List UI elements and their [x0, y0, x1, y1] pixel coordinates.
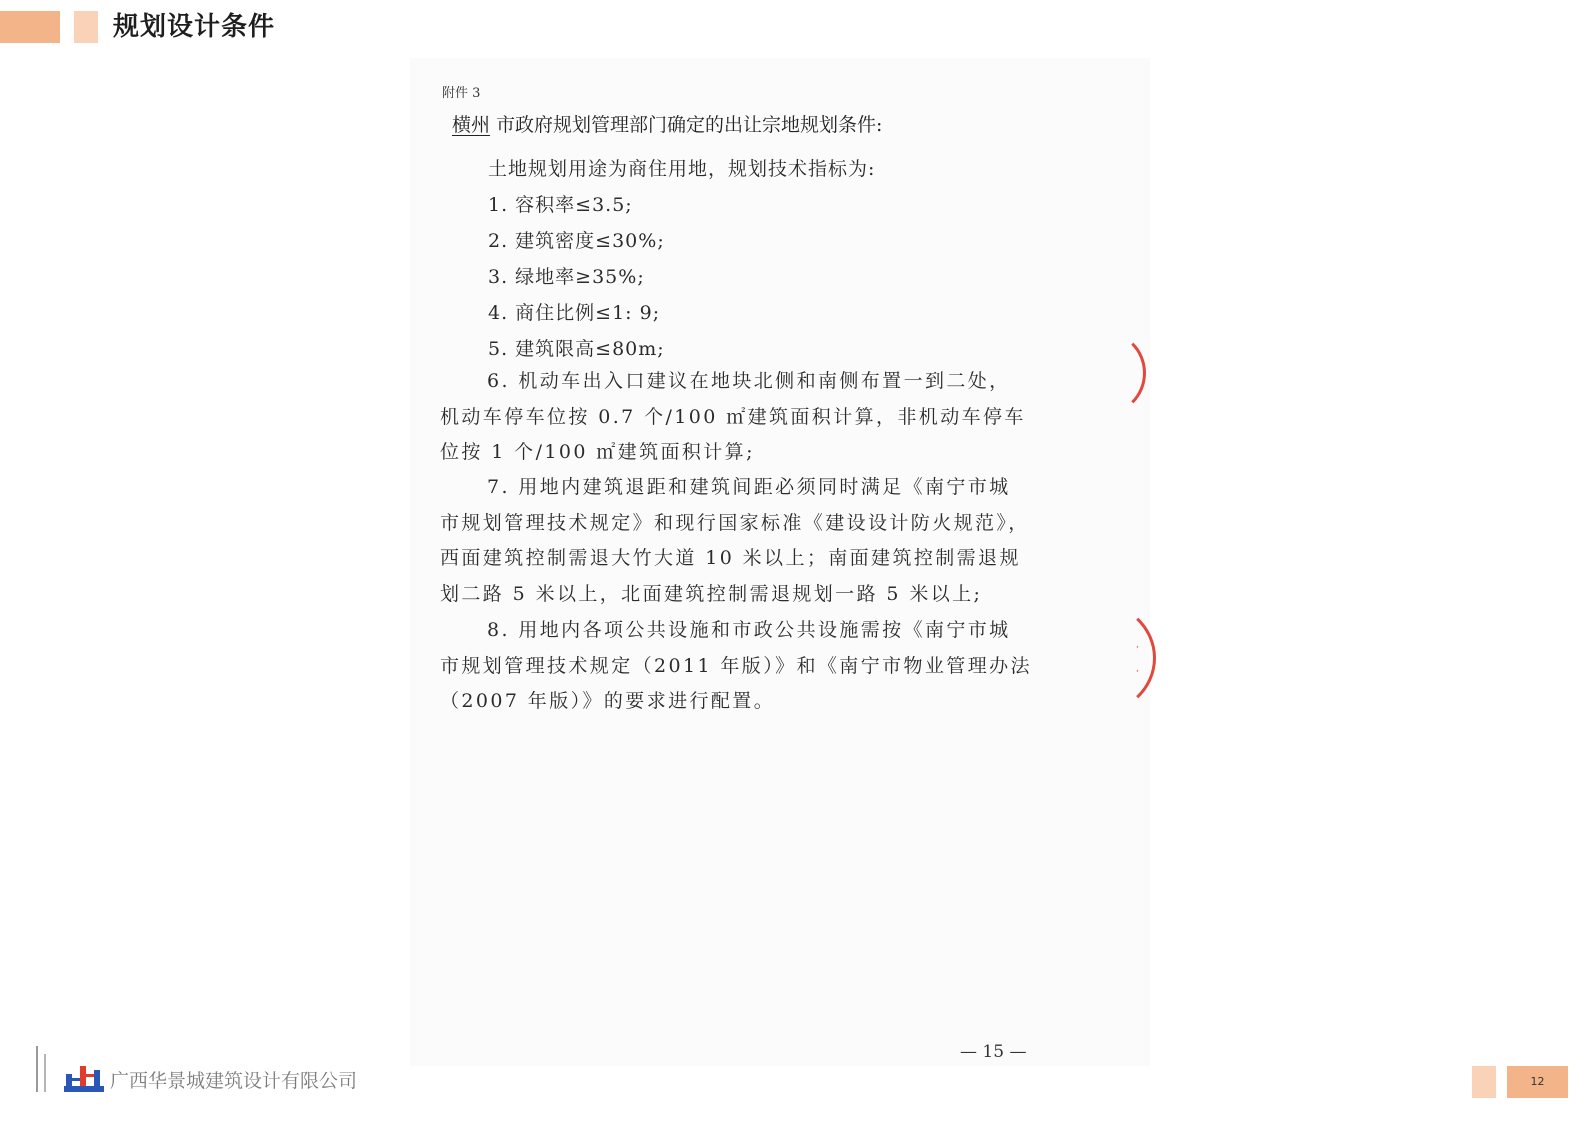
paragraph-line: 7. 用地内建筑退距和建筑间距必须同时满足《南宁市城 [487, 476, 1011, 498]
paragraph-line: 机动车停车位按 0.7 个/100 ㎡建筑面积计算，非机动车停车 [440, 405, 1026, 428]
company-logo-icon [64, 1064, 104, 1094]
seal-stamp-fragment [1060, 330, 1146, 416]
list-item: 3. 绿地率≥35%; [488, 266, 645, 288]
paragraph-line: 市规划管理技术规定（2011 年版）》和《南宁市物业管理办法 [440, 654, 1032, 677]
slide-page-number: 12 [1507, 1066, 1568, 1098]
list-item: 4. 商住比例≤1: 9; [488, 302, 661, 324]
attachment-label: 附件 3 [442, 86, 481, 101]
footer-divider [44, 1054, 46, 1092]
paragraph-line: 西面建筑控制需退大竹大道 10 米以上；南面建筑控制需退规 [440, 547, 1021, 570]
seal-stamp-fragment [1030, 600, 1156, 716]
paragraph-line: 8. 用地内各项公共设施和市政公共设施需按《南宁市城 [487, 619, 1011, 641]
header-accent-bar-light [74, 11, 98, 43]
document-body [410, 58, 1150, 1066]
footer-accent-box [1472, 1066, 1496, 1098]
company-name: 广西华景城建筑设计有限公司 [110, 1070, 358, 1092]
document-heading [442, 110, 882, 137]
footer-divider [36, 1046, 38, 1092]
paragraph-line: 市规划管理技术规定》和现行国家标准《建设设计防火规范》， [440, 511, 1030, 534]
list-item: 1. 容积率≤3.5; [488, 194, 633, 216]
heading-city: 横州 [452, 114, 491, 136]
heading-text: 市政府规划管理部门确定的出让宗地规划条件: [496, 114, 883, 136]
paragraph-8 [440, 613, 1042, 720]
seal-mark: ⸱ [1136, 641, 1139, 654]
document-page-number: — 15 — [960, 1042, 1027, 1062]
header-accent-bar [0, 11, 60, 43]
list-item: 5. 建筑限高≤80m; [488, 338, 665, 360]
paragraph-7 [440, 470, 1042, 613]
scanned-document [410, 58, 1150, 1066]
intro-text: 土地规划用途为商住用地，规划技术指标为: [488, 158, 876, 180]
paragraph-line: （2007 年版）》的要求进行配置。 [440, 690, 776, 713]
paragraph-line: 划二路 5 米以上，北面建筑控制需退规划一路 5 米以上; [440, 583, 983, 606]
paragraph-6 [440, 364, 1042, 471]
page-title: 规划设计条件 [113, 12, 276, 42]
paragraph-line: 位按 1 个/100 ㎡建筑面积计算; [440, 441, 755, 464]
paragraph-line: 6. 机动车出入口建议在地块北侧和南侧布置一到二处， [487, 370, 1011, 392]
list-item: 2. 建筑密度≤30%; [488, 230, 665, 252]
seal-mark: ⸱ [1136, 665, 1139, 678]
